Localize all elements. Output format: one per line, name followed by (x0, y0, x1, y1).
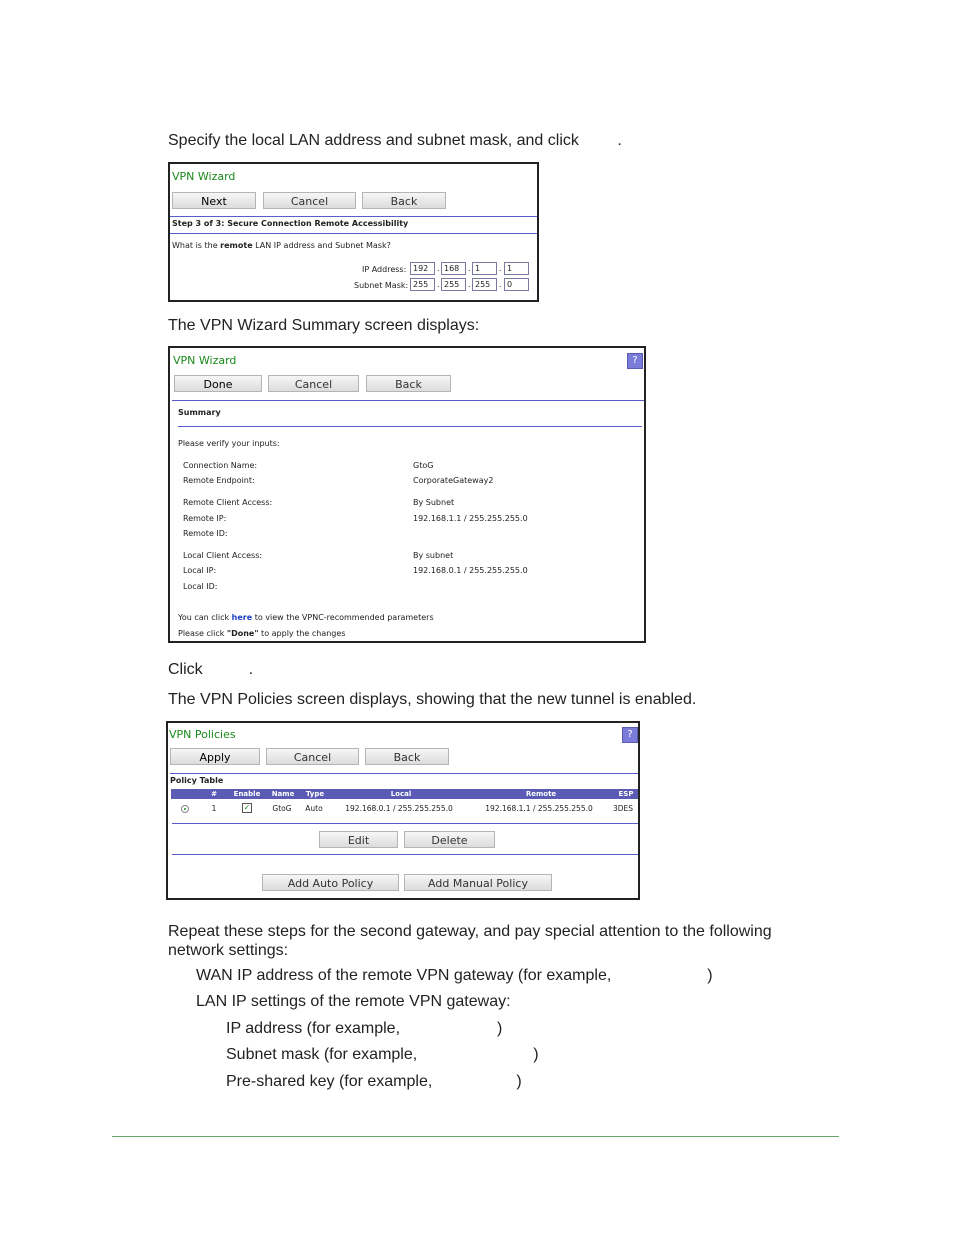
click-prefix: You can click (178, 613, 232, 622)
sub-ip-address-text: IP address (for example, (226, 1020, 401, 1037)
divider (172, 854, 638, 855)
connection-name-label: Connection Name: (183, 461, 258, 470)
repeat-steps-line1: Repeat these steps for the second gateway, and pay special attention to the following (168, 923, 772, 940)
question-text (172, 241, 391, 250)
policies-intro-text: The VPN Policies screen displays, showing that the new tunnel is enabled. (168, 691, 697, 708)
mask-octet-2-input[interactable]: 255 (441, 278, 466, 291)
verify-text: Please verify your inputs: (178, 439, 280, 448)
local-ip-label: Local IP: (183, 566, 217, 575)
done-button[interactable]: Done (174, 375, 262, 392)
dot-separator: . (468, 280, 471, 289)
divider (170, 216, 537, 217)
add-auto-policy-button[interactable]: Add Auto Policy (262, 874, 399, 891)
vpn-wizard-step3-panel (168, 162, 539, 302)
dot-separator: . (437, 280, 440, 289)
col-enable: Enable (233, 790, 261, 798)
divider (178, 426, 642, 427)
recommended-params-text (178, 613, 434, 622)
question-suffix: LAN IP address and Subnet Mask? (252, 241, 391, 250)
sub-subnet-mask-close: ) (533, 1046, 539, 1063)
bullet-wan-ip-close: ) (707, 967, 713, 984)
bullet-lan-ip: LAN IP settings of the remote VPN gateway: (196, 993, 511, 1010)
divider (172, 823, 638, 824)
remote-endpoint-label: Remote Endpoint: (183, 476, 255, 485)
remote-client-access-label: Remote Client Access: (183, 498, 273, 507)
subnet-mask-label: Subnet Mask: (354, 281, 409, 290)
vpn-policies-panel (166, 721, 640, 900)
select-radio[interactable] (181, 805, 189, 813)
footer-divider (112, 1136, 839, 1137)
sub-ip-address (226, 1020, 502, 1038)
click-period: . (248, 661, 254, 678)
ip-octet-4-input[interactable]: 1 (504, 262, 529, 275)
row-esp: 3DES (612, 804, 634, 813)
col-type: Type (305, 790, 325, 798)
ip-octet-1-input[interactable]: 192 (410, 262, 435, 275)
vpn-wizard-summary-panel (168, 346, 646, 643)
done-bold: "Done" (226, 629, 259, 638)
ip-octet-3-input[interactable]: 1 (472, 262, 497, 275)
ip-octet-2-input[interactable]: 168 (441, 262, 466, 275)
row-remote: 192.168.1.1 / 255.255.255.0 (485, 804, 593, 813)
panel-title: VPN Policies (169, 728, 236, 741)
remote-endpoint-value: CorporateGateway2 (413, 476, 494, 485)
local-client-access-value: By subnet (413, 551, 454, 560)
cancel-button[interactable]: Cancel (266, 748, 359, 765)
ip-address-label: IP Address: (362, 265, 407, 274)
summary-heading: Summary (178, 408, 221, 417)
back-button[interactable]: Back (362, 192, 446, 209)
divider (170, 773, 638, 774)
col-name: Name (271, 790, 295, 798)
row-name: GtoG (272, 804, 292, 813)
question-bold: remote (220, 241, 253, 250)
done-prefix: Please click (178, 629, 227, 638)
mask-octet-3-input[interactable]: 255 (472, 278, 497, 291)
remote-ip-value: 192.168.1.1 / 255.255.255.0 (413, 514, 528, 523)
sub-subnet-mask (226, 1046, 539, 1064)
dot-separator: . (499, 280, 502, 289)
policy-table-title: Policy Table (170, 776, 224, 785)
row-type: Auto (305, 804, 323, 813)
remote-ip-label: Remote IP: (183, 514, 227, 523)
intro-sentence: Specify the local LAN address and subnet mask, and click (168, 132, 579, 149)
bullet-wan-ip (196, 967, 713, 985)
divider (172, 400, 644, 401)
mask-octet-4-input[interactable]: 0 (504, 278, 529, 291)
sub-pre-shared-key-text: Pre-shared key (for example, (226, 1073, 433, 1090)
panel-title: VPN Wizard (173, 354, 237, 367)
summary-intro-text: The VPN Wizard Summary screen displays: (168, 317, 480, 334)
repeat-steps-line2: network settings: (168, 942, 289, 959)
mask-octet-1-input[interactable]: 255 (410, 278, 435, 291)
sub-pre-shared-key (226, 1073, 522, 1091)
col-number: # (211, 790, 217, 798)
sub-subnet-mask-text: Subnet mask (for example, (226, 1046, 418, 1063)
sub-pre-shared-key-close: ) (516, 1073, 522, 1090)
intro-period: . (617, 132, 622, 149)
panel-title: VPN Wizard (172, 170, 236, 183)
remote-id-label: Remote ID: (183, 529, 228, 538)
table-header (171, 789, 638, 799)
help-icon[interactable]: ? (627, 353, 643, 369)
click-suffix: to view the VPNC-recommended parameters (252, 613, 434, 622)
row-local: 192.168.0.1 / 255.255.255.0 (345, 804, 453, 813)
connection-name-value: GtoG (413, 461, 434, 470)
back-button[interactable]: Back (366, 375, 451, 392)
bullet-wan-ip-text: WAN IP address of the remote VPN gateway (for example, (196, 967, 612, 984)
click-instruction (168, 661, 253, 679)
apply-instruction-text (178, 629, 345, 638)
local-client-access-label: Local Client Access: (183, 551, 263, 560)
col-esp: ESP (618, 790, 634, 798)
local-ip-value: 192.168.0.1 / 255.255.255.0 (413, 566, 528, 575)
remote-client-access-value: By Subnet (413, 498, 455, 507)
dot-separator: . (499, 264, 502, 273)
question-prefix: What is the (172, 241, 221, 250)
sub-ip-address-close: ) (497, 1020, 503, 1037)
divider (170, 233, 537, 234)
intro-text (168, 132, 622, 150)
row-number: 1 (211, 804, 217, 813)
add-manual-policy-button[interactable]: Add Manual Policy (404, 874, 552, 891)
here-link[interactable]: here (231, 613, 253, 622)
back-button[interactable]: Back (365, 748, 449, 765)
next-button[interactable]: Next (172, 192, 256, 209)
dot-separator: . (437, 264, 440, 273)
delete-button[interactable]: Delete (404, 831, 495, 848)
cancel-button[interactable]: Cancel (268, 375, 359, 392)
edit-button[interactable]: Edit (319, 831, 398, 848)
col-remote: Remote (525, 790, 557, 798)
dot-separator: . (468, 264, 471, 273)
help-icon[interactable]: ? (622, 727, 638, 743)
local-id-label: Local ID: (183, 582, 218, 591)
done-suffix: to apply the changes (258, 629, 346, 638)
apply-button[interactable]: Apply (170, 748, 260, 765)
step-heading: Step 3 of 3: Secure Connection Remote Accessibility (172, 219, 409, 228)
enable-checkbox[interactable]: ✓ (243, 803, 251, 812)
col-local: Local (390, 790, 412, 798)
click-word: Click (168, 661, 203, 678)
cancel-button[interactable]: Cancel (263, 192, 356, 209)
